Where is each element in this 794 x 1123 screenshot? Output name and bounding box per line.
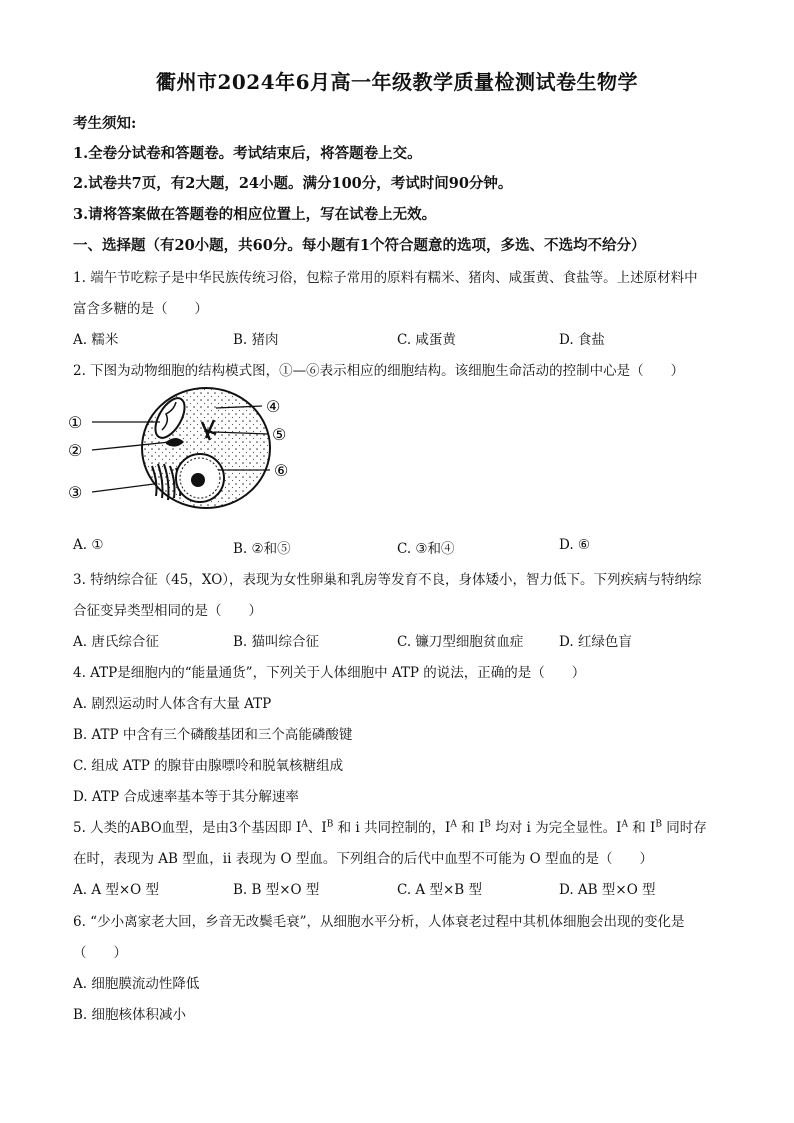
q5-stem-line1: 5. 人类的ABO血型，是由3个基因即 $I^A$、$I^B$ 和 i 共同控制的，$I^A$ 和 $I^B$ 均对 i 为完全显性。$I^A$ 和 $I^B$ 同时存 xyxy=(73,819,707,836)
notice-item-1: 1.全卷分试卷和答题卷。考试结束后，将答题卷上交。 xyxy=(73,145,422,162)
q3-option-c: C. 镰刀型细胞贫血症 xyxy=(397,634,524,650)
q6-option-a: A. 细胞膜流动性降低 xyxy=(73,976,200,992)
q4-stem: 4. ATP是细胞内的“能量通货”，下列关于人体细胞中 ATP 的说法，正确的是（ ） xyxy=(73,665,586,681)
q1-option-d: D. 食盐 xyxy=(559,332,605,348)
q5-option-c: C. A 型×B 型 xyxy=(397,882,482,898)
q6-option-b: B. 细胞核体积减小 xyxy=(73,1007,187,1023)
page-title: 衢州市2024年6月高一年级教学质量检测试卷生物学 xyxy=(155,70,639,94)
q2-option-b: B. ②和⑤ xyxy=(233,541,291,557)
q5-stem-line2: 在时，表现为 AB 型血，ii 表现为 O 型血。下列组合的后代中血型不可能为 O 型血的是（ ） xyxy=(73,851,653,867)
label-5: ⑤ xyxy=(272,425,287,444)
q3-option-a: A. 唐氏综合征 xyxy=(73,634,159,650)
q3-option-d: D. 红绿色盲 xyxy=(559,634,632,650)
q5-option-d: D. AB 型×O 型 xyxy=(559,882,656,898)
q5-option-a: A. A 型×O 型 xyxy=(73,882,160,898)
notice-item-3: 3.请将答案做在答题卷的相应位置上，写在试卷上无效。 xyxy=(73,206,437,223)
nucleus xyxy=(176,454,224,502)
q2-option-d: D. ⑥ xyxy=(559,537,591,553)
label-4: ④ xyxy=(266,397,281,416)
q6-stem-line2: （ ） xyxy=(73,945,127,961)
q1-stem-line2: 富含多糖的是（ ） xyxy=(73,301,208,317)
label-6: ⑥ xyxy=(274,461,289,480)
label-2: ② xyxy=(68,441,83,460)
q1-option-a: A. 糯米 xyxy=(73,332,119,348)
q2-option-a: A. ① xyxy=(73,537,104,553)
q4-option-c: C. 组成 ATP 的腺苷由腺嘌呤和脱氧核糖组成 xyxy=(73,758,344,774)
label-3: ③ xyxy=(68,483,83,502)
q4-option-d: D. ATP 合成速率基本等于其分解速率 xyxy=(73,789,299,805)
q2-option-c: C. ③和④ xyxy=(397,541,455,557)
q3-stem-line2: 合征变异类型相同的是（ ） xyxy=(73,603,262,619)
q4-option-b: B. ATP 中含有三个磷酸基团和三个高能磷酸键 xyxy=(73,727,353,743)
q6-stem-line1: 6. “少小离家老大回，乡音无改鬓毛衰”，从细胞水平分析，人体衰老过程中其机体细胞会出现的变化是 xyxy=(73,914,685,930)
q1-option-b: B. 猪肉 xyxy=(233,332,279,348)
q2-stem: 2. 下图为动物细胞的结构模式图，①—⑥表示相应的细胞结构。该细胞生命活动的控制中心是（ ） xyxy=(73,363,685,379)
label-1: ① xyxy=(68,413,83,432)
notice-heading: 考生须知: xyxy=(73,115,137,132)
q3-option-b: B. 猫叫综合征 xyxy=(233,634,320,650)
q1-option-c: C. 咸蛋黄 xyxy=(397,332,456,348)
q5-option-b: B. B 型×O 型 xyxy=(233,882,320,898)
notice-item-2: 2.试卷共7页，有2大题，24小题。满分100分，考试时间90分钟。 xyxy=(73,175,513,192)
section-heading: 一、选择题（有20小题，共60分。每小题有1个符合题意的选项，多选、不选均不给分） xyxy=(73,237,646,254)
q3-stem-line1: 3. 特纳综合征（45，XO），表现为女性卵巢和乳房等发育不良，身体矮小，智力低下。下列疾病与特纳综 xyxy=(73,572,702,588)
cell-diagram xyxy=(66,384,306,524)
q4-option-a: A. 剧烈运动时人体含有大量 ATP xyxy=(73,696,272,712)
q1-stem-line1: 1. 端午节吃粽子是中华民族传统习俗，包粽子常用的原料有糯米、猪肉、咸蛋黄、食盐等。上述原材料中 xyxy=(73,270,698,286)
